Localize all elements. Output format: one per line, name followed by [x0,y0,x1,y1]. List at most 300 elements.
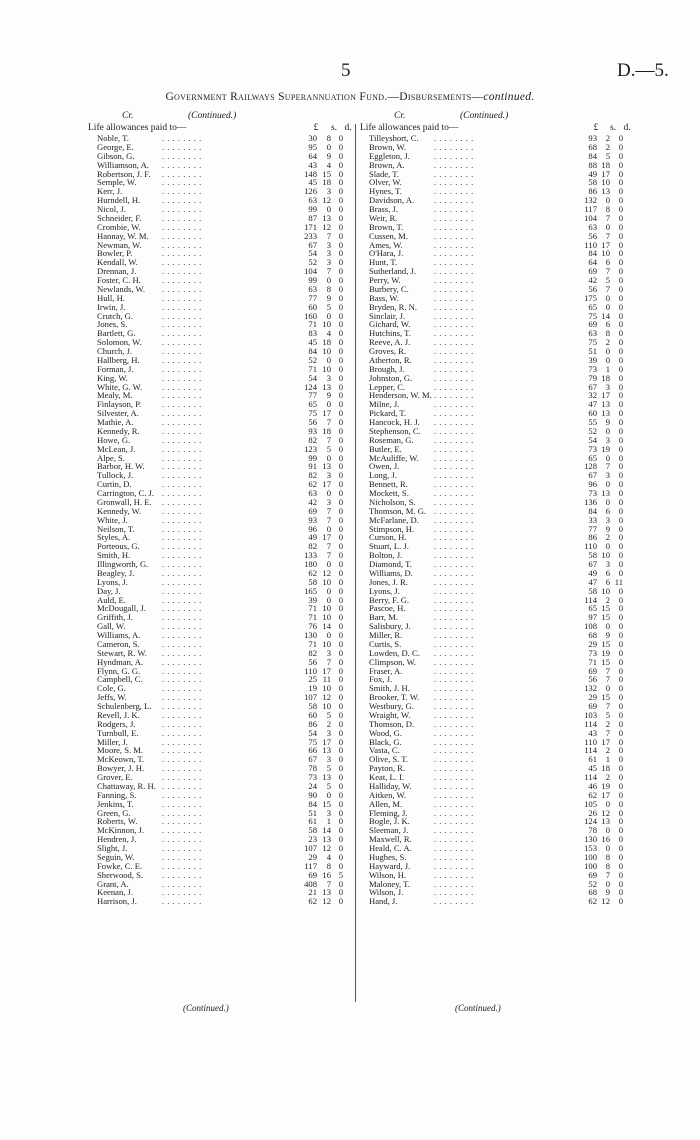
entry-pounds: 71 [308,612,317,623]
leader-dots: . . . . . . . . [162,674,202,685]
leader-dots: . . . . . . . . [162,754,202,765]
leader-dots: . . . . . . . . [434,461,474,472]
entry-pounds: 56 [588,674,597,685]
entry-pounds: 132 [584,683,597,694]
leader-dots: . . . . . . . . [434,647,474,658]
entry-shillings: 1 [605,754,610,765]
entry-shillings: 7 [326,878,331,889]
entry-pounds: 63 [588,221,597,232]
leader-dots: . . . . . . . . [162,434,202,445]
entry-pence: 0 [338,736,343,747]
entry-pounds: 124 [304,381,317,392]
entry-name: Crombie, W. [97,221,141,232]
entry-name: McAuliffe, W. [369,452,419,463]
entry-name: Brooker, T. W. [369,692,420,703]
entry-name: Wraight, W. [369,709,411,720]
entry-pounds: 96 [308,523,317,534]
entry-name: Davidson, A. [369,195,415,206]
entry-pence: 0 [338,186,343,197]
entry-pence: 0 [618,186,623,197]
entry-pounds: 42 [308,496,317,507]
entry-pounds: 47 [588,576,597,587]
entry-shillings: 9 [605,630,610,640]
leader-dots: . . . . . . . . [162,159,202,170]
entry-pounds: 114 [584,594,597,605]
entry-name: Hendren, J. [97,834,137,845]
leader-dots: . . . . . . . . [434,780,474,791]
entry-shillings: 17 [601,736,610,747]
entry-pence: 0 [618,346,623,356]
pence-unit: d. [623,123,631,133]
entry-pounds: 24 [308,780,317,791]
leader-dots: . . . . . . . . [434,825,474,836]
entry-name: Alpe, S. [97,452,125,463]
entry-pence: 0 [338,470,343,481]
leader-dots: . . . . . . . . [162,443,202,454]
entry-pounds: 128 [584,461,597,472]
entry-pence: 0 [338,780,343,791]
entry-pounds: 104 [584,212,597,223]
entry-pence: 0 [338,425,343,436]
leader-dots: . . . . . . . . [434,585,474,596]
leader-dots: . . . . . . . . [434,133,474,143]
entry-shillings: 0 [605,301,610,312]
entry-pounds: 84 [588,505,597,516]
leader-dots: . . . . . . . . [162,851,202,862]
entry-pence: 0 [618,532,623,543]
entry-pounds: 29 [588,638,597,649]
entry-shillings: 13 [601,408,610,419]
entry-shillings: 10 [601,585,610,596]
leader-dots: . . . . . . . . [434,168,474,179]
leader-dots: . . . . . . . . [434,372,474,383]
entry-pence: 0 [338,133,343,143]
entry-name: Atherton, R. [369,354,412,365]
entry-name: Williams, A. [97,630,141,640]
entry-pence: 0 [618,523,623,534]
entry-pounds: 82 [308,434,317,445]
entry-pence: 0 [618,727,623,738]
entry-shillings: 14 [322,825,331,836]
leader-dots: . . . . . . . . [434,692,474,703]
leader-dots: . . . . . . . . [162,133,202,143]
entry-name: Bartlett, G. [97,328,136,339]
entry-pounds: 64 [588,257,597,268]
entry-shillings: 10 [322,638,331,649]
leader-dots: . . . . . . . . [162,319,202,330]
entry-name: Fanning, S. [97,789,137,800]
entry-shillings: 0 [326,399,331,410]
leader-dots: . . . . . . . . [162,550,202,561]
leader-dots: . . . . . . . . [434,772,474,782]
entry-shillings: 8 [326,133,331,143]
leader-dots: . . . . . . . . [162,470,202,481]
entry-pounds: 82 [308,541,317,552]
entry-pence: 0 [338,860,343,871]
leader-dots: . . . . . . . . [434,319,474,330]
leader-dots: . . . . . . . . [434,186,474,197]
entry-name: Barr, M. [369,612,399,623]
leader-dots: . . . . . . . . [434,257,474,268]
leader-dots: . . . . . . . . [162,346,202,356]
entry-shillings: 13 [601,186,610,197]
entry-name: Butler, E. [369,443,402,454]
entry-shillings: 5 [326,301,331,312]
entry-pounds: 33 [588,514,597,525]
entry-pounds: 46 [588,780,597,791]
entry-pounds: 107 [304,843,317,853]
pounds-unit: £ [593,123,599,133]
entry-pounds: 88 [588,159,597,170]
leader-dots: . . . . . . . . [162,745,202,756]
leader-dots: . . . . . . . . [162,727,202,738]
entry-pence: 0 [618,425,623,436]
entry-shillings: 7 [326,434,331,445]
entry-pounds: 82 [308,647,317,658]
entry-shillings: 0 [605,346,610,356]
entry-pence: 0 [338,683,343,694]
entry-pounds: 108 [584,621,597,632]
entry-pence: 0 [338,212,343,223]
entry-name: Porteous, G. [97,541,140,552]
leader-dots: . . . . . . . . [162,417,202,427]
entry-name: Miller, R. [369,630,403,640]
entry-pence: 0 [618,381,623,392]
entry-shillings: 10 [601,177,610,188]
entry-shillings: 7 [605,230,610,241]
entry-pence: 0 [618,408,623,419]
entry-name: Newman, W. [97,239,142,250]
entry-pounds: 73 [588,488,597,498]
entry-pence: 0 [618,461,623,472]
entry-shillings: 18 [322,177,331,188]
entry-name: Beagley, J. [97,567,135,578]
entry-pounds: 71 [308,603,317,614]
entry-name: Perry, W. [369,275,401,285]
entry-shillings: 17 [322,408,331,419]
entry-pounds: 71 [308,319,317,330]
entry-name: Bryden, R. N. [369,301,417,312]
entry-pence: 0 [338,816,343,827]
entry-pounds: 58 [308,576,317,587]
entry-pence: 0 [338,798,343,809]
entry-pounds: 73 [308,772,317,782]
leader-dots: . . . . . . . . [434,292,474,303]
entry-pounds: 69 [588,319,597,330]
leader-dots: . . . . . . . . [162,372,202,383]
entry-pounds: 114 [584,772,597,782]
entry-name: Hand, J. [369,896,398,907]
entry-shillings: 0 [605,221,610,232]
entry-pounds: 78 [588,825,597,836]
leader-dots: . . . . . . . . [162,354,202,365]
entry-name: Campbell, C. [97,674,143,685]
entry-name: Bowyer, J. H. [97,763,145,774]
entry-shillings: 6 [605,576,610,587]
entry-shillings: 18 [601,372,610,383]
entry-shillings: 7 [605,674,610,685]
entry-pence: 0 [338,159,343,170]
entry-pence: 0 [338,612,343,623]
entry-shillings: 17 [601,239,610,250]
entry-pounds: 52 [588,425,597,436]
entry-pence: 0 [338,337,343,348]
entry-name: Pascoe, H. [369,603,406,614]
entry-pounds: 47 [588,399,597,410]
entry-name: Cameron, S. [97,638,140,649]
entry-shillings: 13 [322,212,331,223]
entry-name: Styles, A. [97,532,131,543]
entry-name: Hurndell, H. [97,195,141,206]
entry-shillings: 2 [605,772,610,782]
entry-shillings: 3 [326,470,331,481]
entry-name: Wood, G. [369,727,402,738]
leader-dots: . . . . . . . . [162,363,202,374]
entry-pounds: 77 [588,523,597,534]
leader-dots: . . . . . . . . [434,399,474,410]
entry-pence: 0 [338,177,343,188]
entry-pounds: 99 [308,204,317,214]
entry-shillings: 9 [326,150,331,161]
entry-name: Noble, T. [97,133,129,143]
entry-name: Lowden, D. C. [369,647,420,658]
entry-shillings: 3 [326,807,331,818]
entry-pounds: 62 [308,896,317,907]
entry-shillings: 0 [326,275,331,285]
entry-pence: 0 [338,150,343,161]
entry-pounds: 77 [308,292,317,303]
entry-pounds: 84 [588,150,597,161]
leader-dots: . . . . . . . . [434,789,474,800]
entry-pounds: 65 [308,399,317,410]
entry-pence: 0 [338,319,343,330]
entry-name: Weir, R. [369,212,398,223]
entry-pence: 0 [618,177,623,188]
entry-pounds: 83 [308,328,317,339]
entry-pounds: 45 [588,763,597,774]
entry-name: Burbery, C. [369,283,409,294]
leader-dots: . . . . . . . . [162,638,202,649]
entry-shillings: 3 [605,470,610,481]
leader-dots: . . . . . . . . [434,488,474,498]
leader-dots: . . . . . . . . [434,354,474,365]
entry-name: Forman, J. [97,363,134,374]
entry-pence: 0 [618,683,623,694]
leader-dots: . . . . . . . . [434,709,474,720]
entry-pence: 0 [338,399,343,410]
entry-shillings: 3 [326,647,331,658]
entry-name: Keat, L. I. [369,772,405,782]
entry-pounds: 126 [304,186,317,197]
leader-dots: . . . . . . . . [434,337,474,348]
leader-dots: . . . . . . . . [434,248,474,259]
entry-shillings: 18 [601,159,610,170]
entry-pounds: 62 [308,479,317,490]
entry-pence: 0 [338,230,343,241]
entry-name: Hancock, H. J. [369,417,420,427]
entry-shillings: 12 [322,843,331,853]
entry-pounds: 130 [304,630,317,640]
entry-shillings: 0 [326,630,331,640]
entry-pence: 0 [338,488,343,498]
entry-shillings: 0 [326,523,331,534]
leader-dots: . . . . . . . . [434,301,474,312]
entry-pounds: 63 [308,488,317,498]
entry-pounds: 56 [308,656,317,667]
entry-name: Curtin, D. [97,479,132,490]
entry-pence: 0 [338,638,343,649]
entry-pence: 0 [618,443,623,454]
entry-pence: 0 [618,860,623,871]
entry-pence: 0 [618,159,623,170]
entry-shillings: 7 [605,869,610,880]
entry-pence: 0 [618,204,623,214]
entry-name: Kennedy, W. [97,505,142,516]
leader-dots: . . . . . . . . [434,283,474,294]
entry-pounds: 21 [308,887,317,898]
entry-shillings: 17 [601,390,610,401]
entry-pence: 0 [618,825,623,836]
entry-pounds: 69 [588,869,597,880]
entry-pounds: 39 [588,354,597,365]
leader-dots: . . . . . . . . [434,363,474,374]
entry-name: Climpson, W. [369,656,417,667]
leader-dots: . . . . . . . . [162,301,202,312]
leader-dots: . . . . . . . . [434,638,474,649]
entry-name: Heald, C. A. [369,843,412,853]
leader-dots: . . . . . . . . [434,763,474,774]
entry-shillings: 0 [605,425,610,436]
entry-shillings: 17 [322,736,331,747]
entry-shillings: 7 [326,417,331,427]
leader-dots: . . . . . . . . [434,390,474,401]
entry-shillings: 1 [605,363,610,374]
entry-name: Ames, W. [369,239,403,250]
entry-pounds: 52 [308,354,317,365]
entry-pounds: 67 [308,239,317,250]
entry-shillings: 5 [605,150,610,161]
leader-dots: . . . . . . . . [162,452,202,463]
entry-pounds: 69 [588,665,597,676]
entry-shillings: 10 [322,576,331,587]
entry-pounds: 67 [588,559,597,569]
entry-name: Hynes, T. [369,186,402,197]
entry-pounds: 69 [308,869,317,880]
entry-pence: 0 [618,434,623,445]
entry-shillings: 9 [326,390,331,401]
leader-dots: . . . . . . . . [434,141,474,152]
entry-pence: 0 [338,834,343,845]
entry-pounds: 75 [308,408,317,419]
leader-dots: . . . . . . . . [434,230,474,241]
entry-pence: 0 [338,346,343,356]
entry-pounds: 26 [588,807,597,818]
entry-pounds: 117 [304,860,317,871]
entry-name: Williamson, A. [97,159,149,170]
entry-pence: 0 [338,408,343,419]
entry-name: Vasta, C. [369,745,400,756]
entry-name: Stewart, R. W. [97,647,147,658]
title-main: Government Railways Superannuation Fund.—Disbursements— [165,91,484,103]
entry-name: Aitken, W. [369,789,407,800]
entry-pounds: 68 [588,141,597,152]
leader-dots: . . . . . . . . [434,496,474,507]
entry-shillings: 0 [605,683,610,694]
entry-name: Griffith, J. [97,612,133,623]
entry-pence: 0 [338,195,343,206]
entry-name: White, G. W. [97,381,143,392]
entry-name: Moore, S. M. [97,745,144,756]
leader-dots: . . . . . . . . [162,514,202,525]
entry-pence: 0 [618,133,623,143]
entry-pence: 0 [338,789,343,800]
entry-shillings: 2 [605,141,610,152]
entry-name: Milne, J. [369,399,400,410]
entry-name: Finlayson, P. [97,399,142,410]
entry-pence: 0 [338,709,343,720]
leader-dots: . . . . . . . . [162,798,202,809]
entry-shillings: 3 [605,514,610,525]
entry-name: Hughes, S. [369,851,407,862]
shillings-unit: s. [609,123,617,133]
entry-pence: 0 [618,150,623,161]
entry-pence: 0 [618,674,623,685]
entry-pence: 0 [618,514,623,525]
entry-pounds: 84 [308,798,317,809]
entry-pounds: 56 [588,230,597,241]
entry-name: Mockett, S. [369,488,409,498]
entry-pounds: 133 [304,550,317,561]
entry-pounds: 130 [584,834,597,845]
leader-dots: . . . . . . . . [434,266,474,277]
entry-name: Harrison, J. [97,896,137,907]
leader-dots: . . . . . . . . [434,816,474,827]
entry-shillings: 0 [605,798,610,809]
entry-pence: 0 [338,257,343,268]
entry-name: Curson, H. [369,532,407,543]
entry-name: Johnston, G. [369,372,413,383]
entry-shillings: 3 [326,186,331,197]
entry-name: Howe, G. [97,434,131,445]
page-number: 5 [341,60,351,81]
entry-shillings: 4 [326,851,331,862]
entry-pence: 0 [338,390,343,401]
leader-dots: . . . . . . . . [162,275,202,285]
entry-pence: 0 [338,594,343,605]
leader-dots: . . . . . . . . [162,559,202,569]
entry-shillings: 10 [322,612,331,623]
footer-continued: (Continued.) [455,1003,501,1013]
entry-pounds: 69 [588,701,597,711]
entry-pounds: 103 [584,709,597,720]
entry-pounds: 110 [584,736,597,747]
entry-shillings: 15 [601,638,610,649]
entry-pence: 0 [338,559,343,569]
entry-name: Mealy, M. [97,390,133,401]
entry-shillings: 17 [322,479,331,490]
entry-shillings: 0 [326,585,331,596]
entry-pence: 0 [338,532,343,543]
entry-pence: 0 [618,354,623,365]
entry-name: Slade, T. [369,168,399,179]
entry-pounds: 30 [308,133,317,143]
leader-dots: . . . . . . . . [434,807,474,818]
leader-dots: . . . . . . . . [162,789,202,800]
leader-dots: . . . . . . . . [434,417,474,427]
entry-pence: 0 [338,878,343,889]
leader-dots: . . . . . . . . [434,878,474,889]
entry-name: Irwin, J. [97,301,126,312]
